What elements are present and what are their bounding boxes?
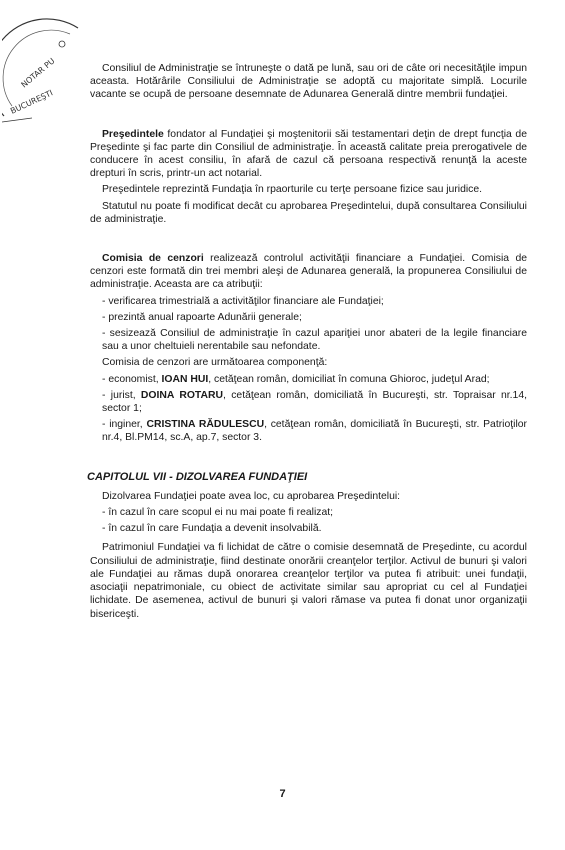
term-president: Preşedintele bbox=[102, 128, 164, 140]
paragraph-board-meetings: Consiliul de Administraţie se întruneşte o dată pe lună, sau ori de câte ori necesităţile impun aceasta. Hotărârile Consiliului de Administraţie se adoptă cu majoritate simplă. Locurile vacante se ocupă de persoane desemnate de Adunarea Generală dintre membrii fundaţiei. bbox=[90, 63, 527, 101]
paragraph-commission-members: Comisia de cenzori are următoarea componenţă: bbox=[102, 357, 328, 369]
member-item: - inginer, CRISTINA RĂDULESCU, cetăţean român, domiciliată în Bucureşti, str. Patrioţilor nr.4, Bl.PM14, sc.A, ap.7, sector 3. bbox=[102, 419, 527, 444]
member-name: IOAN HUI bbox=[161, 373, 209, 385]
paragraph-audit-commission: Comisia de cenzori realizează controlul activităţii financiare a Fundaţiei. Comisia de cenzori este formată din trei membri aleşi de Adunarea generală, la propunerea Consiliului de administraţie. Aceasta are ca atribuţii: bbox=[90, 253, 527, 291]
list-item: - verificarea trimestrială a activităţilor financiare ale Fundaţiei; bbox=[102, 295, 384, 307]
paragraph-liquidation: Patrimoniul Fundaţiei va fi lichidat de către o comisie desemnată de Preşedinte, cu acordul Consiliului de administraţie, fiind destinate onorării creanţelor terţilor. Activul de bunuri şi valori ale Fundaţiei au rămas după onorarea creanţelor terţilor va putea fi atribuit: unei fundaţii, asociaţii nepatrimoniale, cu obiect de activitate similar sau apropriat cu cel al Fundaţiei lichidate. De asemenea, activul de bunuri şi valori rămase va putea fi donat unor organizaţii bisericeşti. bbox=[90, 542, 527, 620]
member-name: DOINA ROTARU bbox=[140, 389, 224, 401]
member-name: CRISTINA RĂDULESCU bbox=[146, 419, 265, 431]
notary-stamp bbox=[2, 18, 82, 128]
list-item: - prezintă anual rapoarte Adunării generale; bbox=[102, 311, 302, 323]
list-item: - în cazul în care Fundaţia a devenit insolvabilă. bbox=[102, 523, 322, 535]
chapter-heading: CAPITOLUL VII - DIZOLVAREA FUNDAŢIEI bbox=[87, 470, 308, 483]
document-body bbox=[87, 62, 527, 621]
paragraph-president-represents: Preşedintele reprezintă Fundaţia în rpaorturile cu terţe persoane fizice sau juridice. bbox=[102, 184, 483, 196]
member-item: - jurist, DOINA ROTARU, cetăţean român, domiciliată în Bucureşti, str. Topraisar nr.14, sector 1; bbox=[102, 389, 527, 415]
page-number: 7 bbox=[279, 788, 286, 800]
list-item: - în cazul în care scopul ei nu mai poate fi realizat; bbox=[102, 507, 334, 519]
svg-text:BUCUREŞTI: BUCUREŞTI bbox=[9, 88, 55, 116]
paragraph-dissolution: Dizolvarea Fundaţiei poate avea loc, cu aprobarea Preşedintelui: bbox=[102, 490, 401, 502]
term-audit-commission: Comisia de cenzori bbox=[102, 253, 204, 265]
list-item: - sesizează Consiliul de administraţie în cazul apariţiei unor abateri de la legile financiare sau a unor cheltuieli nerentabile sau nefondate. bbox=[102, 328, 527, 353]
member-item: - economist, IOAN HUI, cetăţean român, domiciliat în comuna Ghioroc, judeţul Arad; bbox=[102, 373, 490, 385]
svg-text:NOTAR PU: NOTAR PU bbox=[19, 56, 57, 90]
paragraph-president-rights: Preşedintele fondator al Fundaţiei şi moştenitorii săi testamentari deţin de drept funcţia de Preşedinte şi fac parte din Consiliul de administraţie. În această calitate preia prerogativele de conducere în acest consiliu, în afară de cazul că persoana respectivă renunţă la aceste drepturi în scris, printr-un act notarial. bbox=[90, 128, 527, 180]
paragraph-statute-modification: Statutul nu poate fi modificat decât cu aprobarea Preşedintelui, după consultarea Consiliului de administraţie. bbox=[90, 200, 527, 225]
